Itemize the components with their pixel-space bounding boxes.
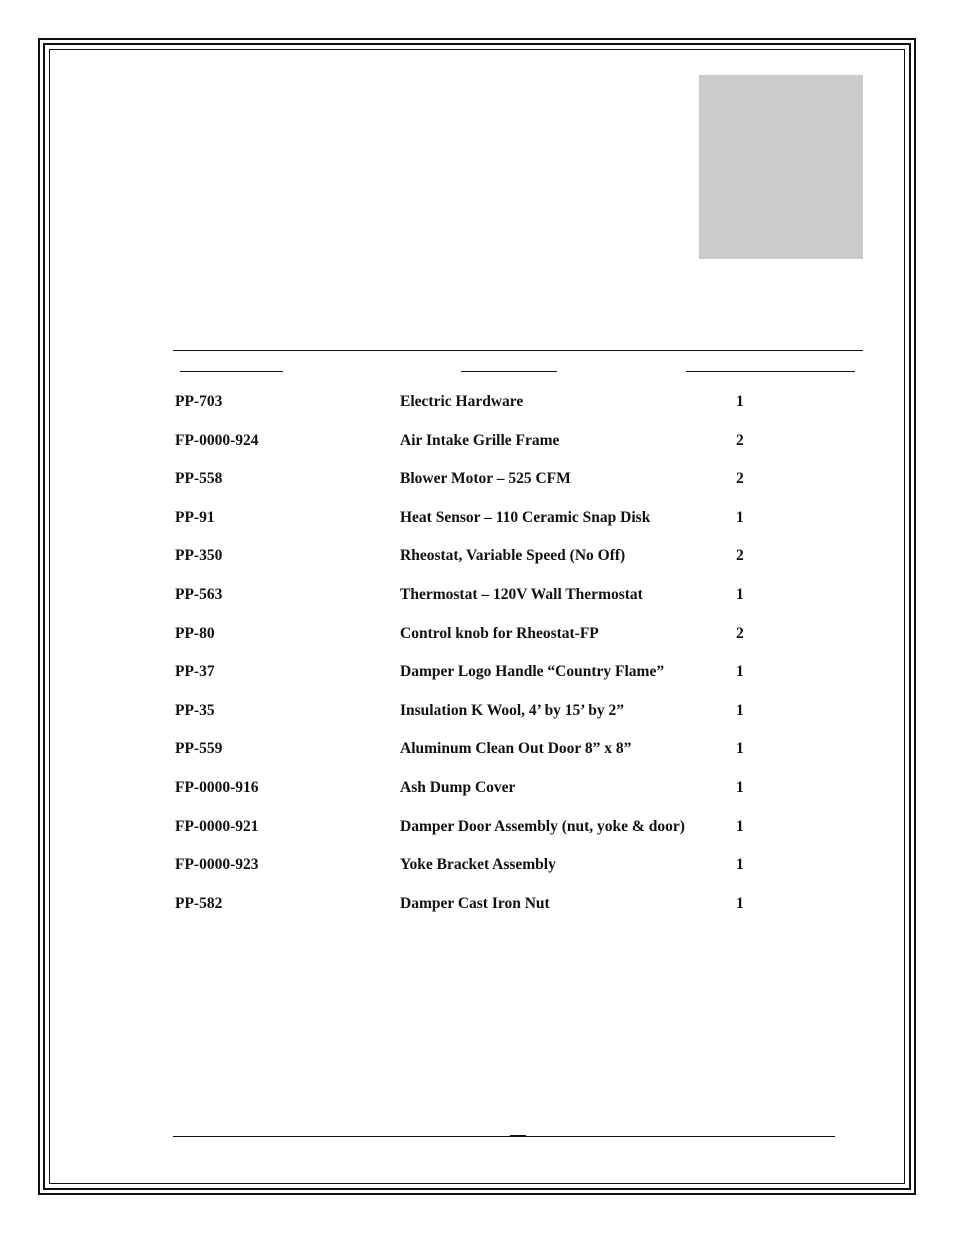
part-description: Thermostat – 120V Wall Thermostat bbox=[400, 585, 643, 603]
part-quantity: 1 bbox=[736, 740, 744, 758]
part-column-header-underline bbox=[180, 371, 283, 372]
part-quantity: 1 bbox=[736, 508, 744, 526]
part-description: Rheostat, Variable Speed (No Off) bbox=[400, 547, 626, 565]
part-description: Air Intake Grille Frame bbox=[400, 431, 560, 449]
table-row bbox=[175, 469, 795, 508]
quantity-column-header-underline bbox=[686, 371, 855, 372]
part-description: Damper Cast Iron Nut bbox=[400, 894, 550, 912]
header-rule bbox=[173, 350, 863, 351]
table-row bbox=[175, 508, 795, 547]
part-quantity: 1 bbox=[736, 585, 744, 603]
part-quantity: 1 bbox=[736, 701, 744, 719]
table-row bbox=[175, 392, 795, 431]
part-description: Blower Motor – 525 CFM bbox=[400, 470, 571, 488]
part-description: Ash Dump Cover bbox=[400, 778, 516, 796]
part-quantity: 2 bbox=[736, 624, 744, 642]
part-number: PP-37 bbox=[175, 663, 215, 681]
section-tab bbox=[699, 75, 863, 259]
part-description: Control knob for Rheostat-FP bbox=[400, 624, 599, 642]
part-description: Electric Hardware bbox=[400, 393, 524, 410]
table-row bbox=[175, 894, 795, 933]
table-row bbox=[175, 817, 795, 856]
table-row bbox=[175, 739, 795, 778]
part-number: FP-0000-923 bbox=[175, 856, 259, 874]
part-number: PP-582 bbox=[175, 894, 223, 912]
part-quantity: 2 bbox=[736, 431, 744, 449]
table-row bbox=[175, 855, 795, 894]
part-quantity: 1 bbox=[736, 778, 744, 796]
part-quantity: 2 bbox=[736, 547, 744, 565]
part-description: Aluminum Clean Out Door 8” x 8” bbox=[400, 740, 632, 758]
part-description: Damper Door Assembly (nut, yoke & door) bbox=[400, 817, 685, 835]
part-number: PP-559 bbox=[175, 740, 223, 758]
part-number: FP-0000-924 bbox=[175, 431, 259, 449]
part-number: PP-80 bbox=[175, 624, 215, 642]
part-number: PP-350 bbox=[175, 547, 223, 565]
table-row bbox=[175, 585, 795, 624]
part-description: Heat Sensor – 110 Ceramic Snap Disk bbox=[400, 508, 651, 526]
part-quantity: 1 bbox=[736, 817, 744, 835]
part-number: PP-91 bbox=[175, 508, 215, 526]
description-column-header-underline bbox=[461, 371, 557, 372]
part-quantity: 2 bbox=[736, 470, 744, 488]
part-quantity: 1 bbox=[736, 894, 744, 912]
table-row bbox=[175, 778, 795, 817]
parts-table bbox=[175, 392, 795, 932]
part-quantity: 1 bbox=[736, 856, 744, 874]
part-number: PP-563 bbox=[175, 585, 223, 603]
part-number: PP-558 bbox=[175, 470, 223, 488]
part-description: Damper Logo Handle “Country Flame” bbox=[400, 663, 665, 681]
part-description: Yoke Bracket Assembly bbox=[400, 856, 556, 874]
part-number: FP-0000-916 bbox=[175, 778, 259, 796]
part-description: Insulation K Wool, 4’ by 15’ by 2” bbox=[400, 701, 624, 719]
part-quantity: 1 bbox=[736, 393, 744, 410]
table-row bbox=[175, 546, 795, 585]
part-number: FP-0000-921 bbox=[175, 817, 259, 835]
part-number: PP-703 bbox=[175, 393, 223, 410]
table-row bbox=[175, 662, 795, 701]
table-row bbox=[175, 624, 795, 663]
page-number-mark bbox=[510, 1135, 526, 1137]
table-row bbox=[175, 701, 795, 740]
part-number: PP-35 bbox=[175, 701, 215, 719]
footer-rule bbox=[173, 1136, 835, 1137]
table-row bbox=[175, 431, 795, 470]
part-quantity: 1 bbox=[736, 663, 744, 681]
